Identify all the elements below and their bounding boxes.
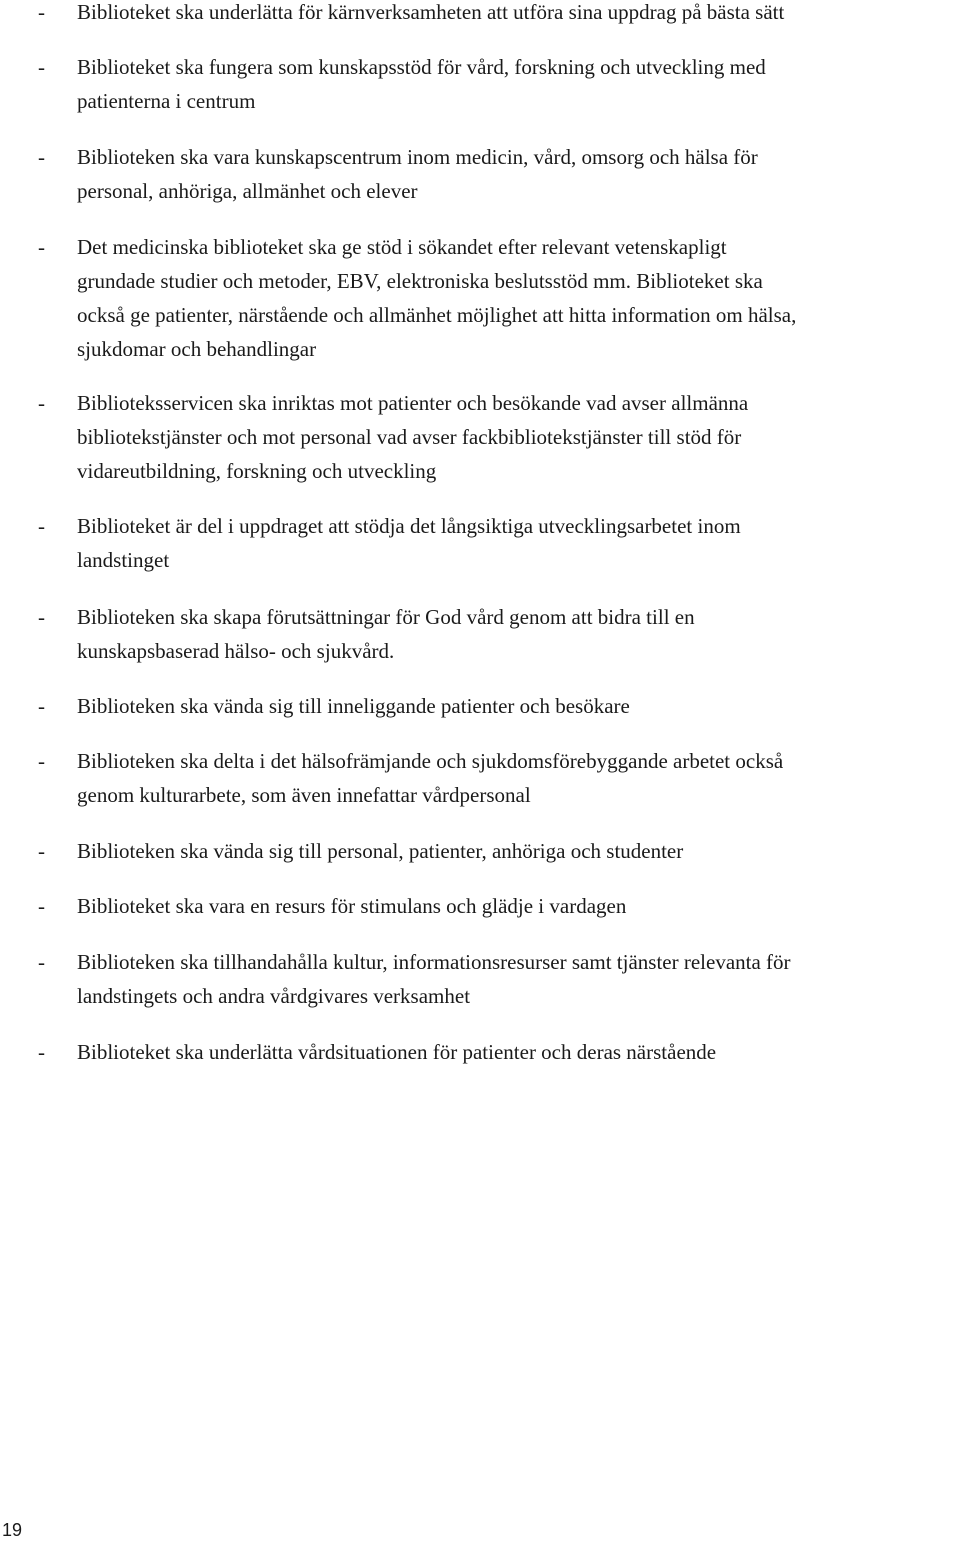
bullet-dash: - (38, 749, 45, 773)
list-item-line: Biblioteksservicen ska inriktas mot patienter och besökande vad avser allmänna (77, 391, 749, 415)
list-item-line: landstinget (77, 548, 170, 572)
bullet-dash: - (38, 950, 45, 974)
list-item-line: Biblioteken ska vara kunskapscentrum inom medicin, vård, omsorg och hälsa för (77, 145, 758, 169)
bullet-dash: - (38, 514, 45, 538)
list-item-text (77, 50, 957, 118)
list-item-text (77, 1035, 957, 1069)
list-item-line: Det medicinska biblioteket ska ge stöd i sökandet efter relevant vetenskapligt (77, 235, 727, 259)
list-item-text (77, 386, 957, 488)
list-item-line: landstingets och andra vårdgivares verksamhet (77, 984, 471, 1008)
list-item-line: Biblioteket ska fungera som kunskapsstöd för vård, forskning och utveckling med (77, 55, 766, 79)
list-item-text (77, 140, 957, 208)
list-item-text (77, 834, 957, 868)
list-item-line: Biblioteket ska vara en resurs för stimulans och glädje i vardagen (77, 894, 627, 918)
list-item-line: Biblioteket ska underlätta vårdsituationen för patienter och deras närstående (77, 1040, 717, 1064)
list-item-text (77, 600, 957, 668)
bullet-dash: - (38, 391, 45, 415)
list-item-line: Biblioteken ska skapa förutsättningar för God vård genom att bidra till en (77, 605, 695, 629)
bullet-dash: - (38, 0, 45, 24)
list-item-text (77, 744, 957, 812)
list-item-line: Biblioteket ska underlätta för kärnverksamheten att utföra sina uppdrag på bästa sätt (77, 0, 785, 24)
list-item-line: patienterna i centrum (77, 89, 256, 113)
list-item-line: Biblioteken ska vända sig till inneliggande patienter och besökare (77, 694, 630, 718)
page-number: 19 (2, 1520, 23, 1540)
bullet-dash: - (38, 235, 45, 259)
list-item-text (77, 689, 957, 723)
bullet-dash: - (38, 694, 45, 718)
list-item-line: genom kulturarbete, som även innefattar vårdpersonal (77, 783, 531, 807)
list-item-text (77, 230, 957, 366)
list-item-line: kunskapsbaserad hälso- och sjukvård. (77, 639, 395, 663)
list-item-line: grundade studier och metoder, EBV, elektroniska beslutsstöd mm. Biblioteket ska (77, 269, 763, 293)
list-item-line: personal, anhöriga, allmänhet och elever (77, 179, 418, 203)
bullet-dash: - (38, 1040, 45, 1064)
list-item-text (77, 0, 957, 29)
list-item-line: Biblioteket är del i uppdraget att stödja det långsiktiga utvecklingsarbetet inom (77, 514, 741, 538)
list-item-text (77, 509, 957, 577)
list-item-line: sjukdomar och behandlingar (77, 337, 317, 361)
list-item-text (77, 889, 957, 923)
list-item-line: Biblioteken ska vända sig till personal, patienter, anhöriga och studenter (77, 839, 684, 863)
bullet-dash: - (38, 55, 45, 79)
list-item-line: också ge patienter, närstående och allmänhet möjlighet att hitta information om hälsa, (77, 303, 797, 327)
list-item-line: Biblioteken ska delta i det hälsofrämjande och sjukdomsförebyggande arbetet också (77, 749, 784, 773)
bullet-dash: - (38, 894, 45, 918)
bullet-dash: - (38, 145, 45, 169)
list-item-line: Biblioteken ska tillhandahålla kultur, informationsresurser samt tjänster relevanta för (77, 950, 791, 974)
list-item-text (77, 945, 957, 1013)
bullet-dash: - (38, 605, 45, 629)
list-item-line: bibliotekstjänster och mot personal vad avser fackbibliotekstjänster till stöd för (77, 425, 742, 449)
list-item-line: vidareutbildning, forskning och utveckling (77, 459, 437, 483)
bullet-dash: - (38, 839, 45, 863)
